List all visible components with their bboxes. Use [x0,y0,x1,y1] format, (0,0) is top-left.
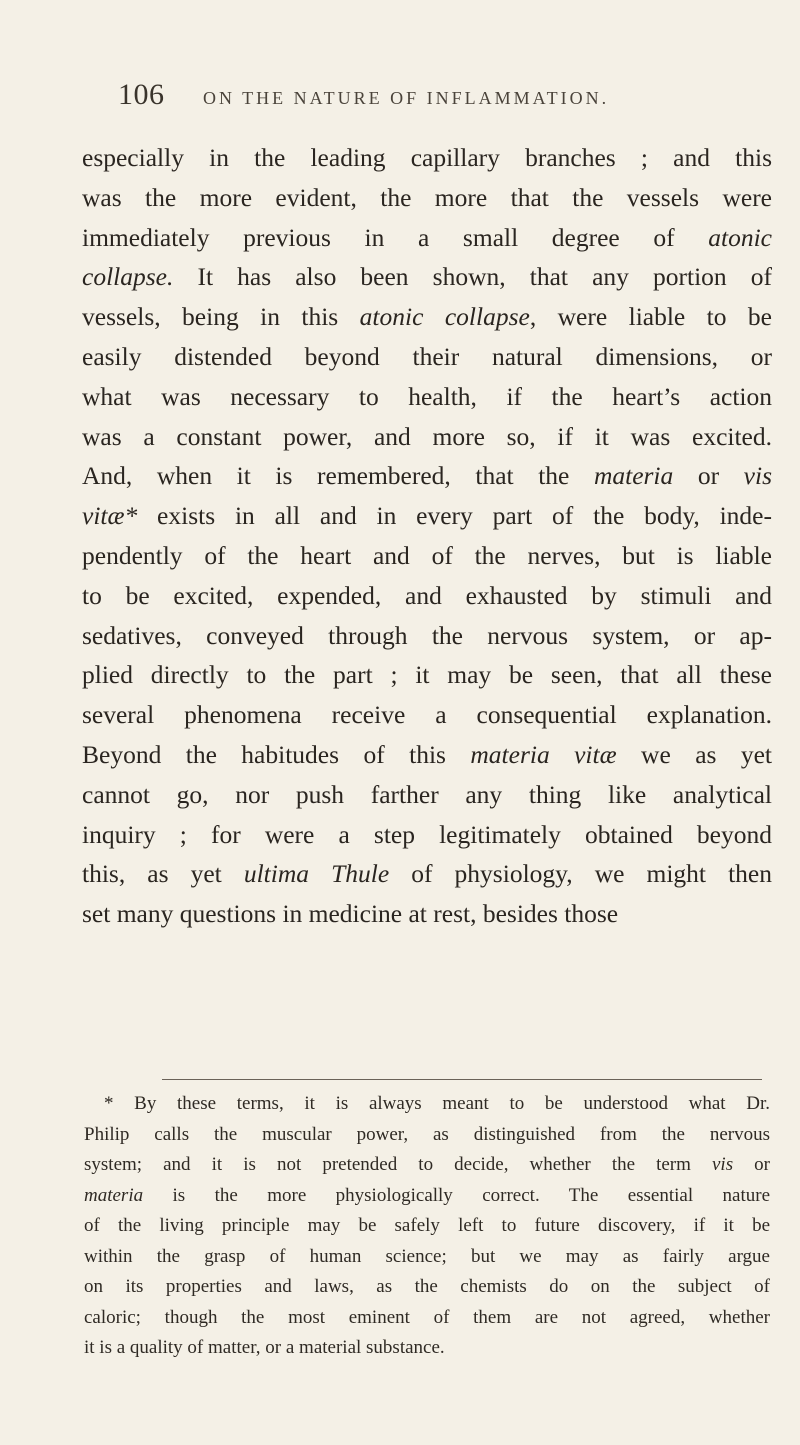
text-run: caloric; though the most eminent of them are not agreed, whether [84,1306,770,1328]
text-run: Beyond the habitudes of this [82,739,471,769]
footnote-line [84,1089,770,1120]
footnote-line [84,1333,770,1364]
text-run: And, when it is remembered, that the [82,461,594,491]
text-run: It has also been shown, that any portion of [173,262,772,292]
text-run: was the more evident, the more that the vessels were [82,182,772,212]
text-line [82,496,772,536]
text-line [82,218,772,258]
text-run: vessels, being in this [82,302,360,332]
text-run: plied directly to the part ; it may be seen, that all these [82,660,772,690]
italic-text: vitæ* [82,501,138,531]
text-run: inquiry ; for were a step legitimately obtained beyond [82,819,772,849]
text-run: or [673,461,744,491]
italic-text: vis [711,1154,734,1175]
text-run: what was necessary to health, if the heart’s action [82,381,772,411]
text-line [82,377,772,417]
text-line [82,417,772,457]
italic-text: ultima Thule [243,859,390,889]
footnote-line [84,1272,770,1303]
text-run: of the living principle may be safely left to future discovery, if it be [84,1215,770,1236]
italic-text: materia [593,461,674,491]
italic-text: collapse. [82,262,174,292]
footnote-line [84,1303,770,1334]
main-text [82,138,772,934]
footnote-line [84,1120,770,1151]
italic-text: atonic collapse [359,302,530,332]
italic-text: vis [743,461,772,491]
text-run: of physiology, we might then [389,859,772,889]
text-line [82,138,772,178]
text-run: to be excited, expended, and exhausted by stimuli and [82,580,772,610]
text-line [82,536,772,576]
footnote-line [84,1150,770,1181]
text-line [82,815,772,855]
text-run: cannot go, nor push farther any thing like analytical [82,779,772,809]
text-run: * By these terms, it is always meant to be understood what Dr. [104,1093,770,1114]
text-line [82,655,772,695]
text-run: within the grasp of human science; but we may as fairly argue [84,1245,770,1267]
text-line [82,735,772,775]
footnote-line [84,1181,770,1212]
text-run: set many questions in medicine at rest, besides those [82,899,619,929]
footnote [84,1089,770,1364]
text-line [82,337,772,377]
text-line [82,297,772,337]
text-line [82,456,772,496]
text-run: exists in all and in every part of the body, inde- [137,501,772,531]
page-number: 106 [118,78,165,111]
text-run: this, as yet [82,859,244,889]
footnote-divider [162,1079,762,1080]
text-line [82,695,772,735]
text-line [82,576,772,616]
text-run: , were liable to be [529,302,773,332]
text-run: system; and it is not pretended to decide, whether the term [84,1154,712,1175]
text-line [82,775,772,815]
text-line [82,616,772,656]
running-title: ON THE NATURE OF INFLAMMATION. [203,88,610,108]
text-run: on its properties and laws, as the chemists do on the subject of [84,1276,770,1297]
italic-text: materia [84,1184,144,1206]
text-line [82,178,772,218]
text-run: is the more physiologically correct. The essential nature [143,1184,770,1206]
text-run: easily distended beyond their natural dimensions, or [82,341,772,371]
running-header [118,78,758,118]
italic-text: materia vitæ [470,739,617,769]
text-run: was a constant power, and more so, if it was excited. [82,421,772,451]
text-run: pendently of the heart and of the nerves, but is liable [82,540,772,570]
text-run: we as yet [616,739,772,769]
text-run: sedatives, conveyed through the nervous system, or ap- [82,620,772,650]
footnote-line [84,1211,770,1242]
text-run: immediately previous in a small degree of [82,222,709,252]
text-line [82,257,772,297]
text-run: Philip calls the muscular power, as distinguished from the nervous [84,1123,770,1145]
footnote-line [84,1242,770,1273]
text-run: especially in the leading capillary branches ; and this [82,143,772,172]
italic-text: atonic [708,222,772,252]
text-line [82,894,772,934]
text-run: several phenomena receive a consequential explanation. [82,700,772,730]
text-run: it is a quality of matter, or a material substance. [84,1337,445,1358]
text-line [82,854,772,894]
text-run: or [733,1154,770,1175]
